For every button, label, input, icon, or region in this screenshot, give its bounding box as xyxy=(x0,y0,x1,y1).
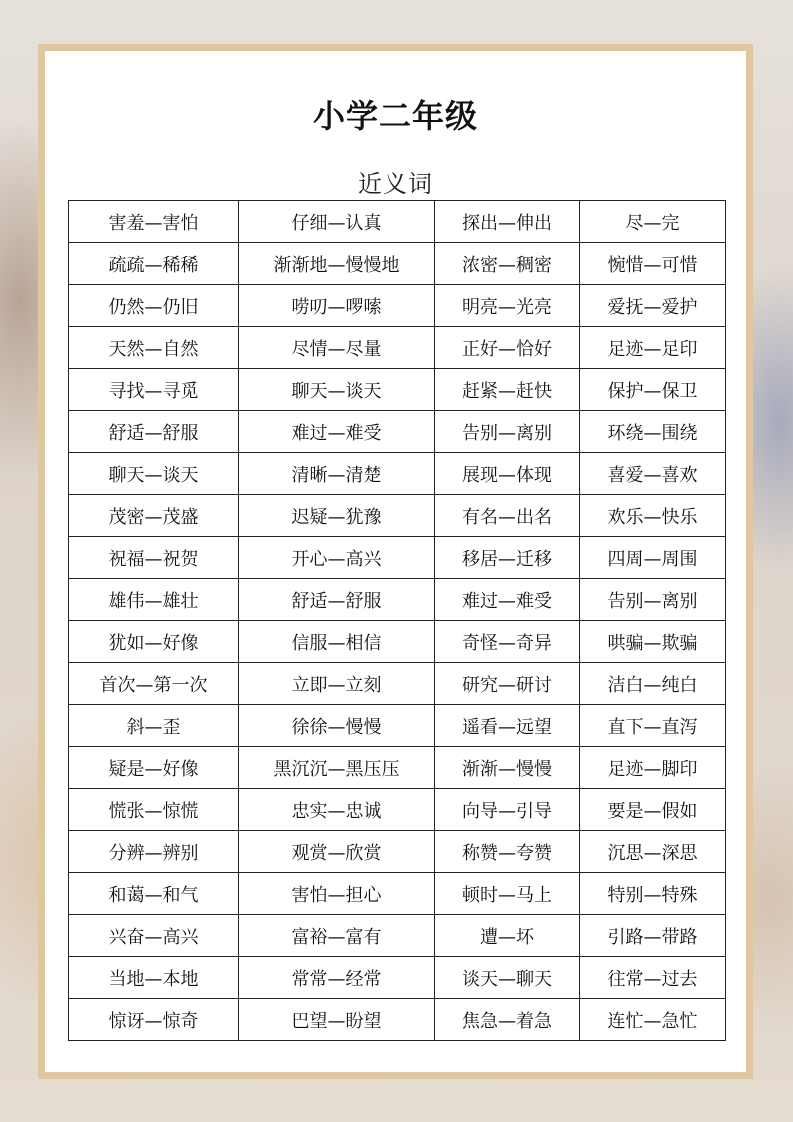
synonym-pair-cell: 祝福—祝贺 xyxy=(69,537,239,579)
table-row xyxy=(69,831,726,873)
synonym-pair-cell: 迟疑—犹豫 xyxy=(239,495,435,537)
synonym-pair-cell: 仍然—仍旧 xyxy=(69,285,239,327)
table-row xyxy=(69,747,726,789)
synonym-pair-cell: 探出—伸出 xyxy=(435,201,580,243)
synonym-pair-cell: 犹如—好像 xyxy=(69,621,239,663)
synonym-pair-cell: 疏疏—稀稀 xyxy=(69,243,239,285)
synonym-pair-cell: 移居—迁移 xyxy=(435,537,580,579)
synonym-pair-cell: 告别—离别 xyxy=(435,411,580,453)
synonym-pair-cell: 难过—难受 xyxy=(435,579,580,621)
synonym-pair-cell: 聊天—谈天 xyxy=(239,369,435,411)
synonym-pair-cell: 沉思—深思 xyxy=(580,831,726,873)
table-row xyxy=(69,705,726,747)
synonym-pair-cell: 富裕—富有 xyxy=(239,915,435,957)
synonym-pair-cell: 明亮—光亮 xyxy=(435,285,580,327)
synonym-pair-cell: 惊讶—惊奇 xyxy=(69,999,239,1041)
synonym-pair-cell: 信服—相信 xyxy=(239,621,435,663)
table-row xyxy=(69,537,726,579)
synonym-pair-cell: 尽—完 xyxy=(580,201,726,243)
synonym-pair-cell: 洁白—纯白 xyxy=(580,663,726,705)
synonym-pair-cell: 向导—引导 xyxy=(435,789,580,831)
table-row xyxy=(69,999,726,1041)
synonym-pair-cell: 难过—难受 xyxy=(239,411,435,453)
worksheet-page xyxy=(38,44,753,1079)
table-row xyxy=(69,285,726,327)
synonym-pair-cell: 展现—体现 xyxy=(435,453,580,495)
synonym-pair-cell: 聊天—谈天 xyxy=(69,453,239,495)
synonym-pair-cell: 舒适—舒服 xyxy=(69,411,239,453)
synonym-pair-cell: 有名—出名 xyxy=(435,495,580,537)
synonym-pair-cell: 兴奋—高兴 xyxy=(69,915,239,957)
synonym-pair-cell: 害怕—担心 xyxy=(239,873,435,915)
synonym-pair-cell: 常常—经常 xyxy=(239,957,435,999)
synonym-pair-cell: 尽情—尽量 xyxy=(239,327,435,369)
synonym-pair-cell: 慌张—惊慌 xyxy=(69,789,239,831)
synonym-pair-cell: 寻找—寻觅 xyxy=(69,369,239,411)
synonym-pair-cell: 巴望—盼望 xyxy=(239,999,435,1041)
synonym-pair-cell: 顿时—马上 xyxy=(435,873,580,915)
table-row xyxy=(69,201,726,243)
synonym-pair-cell: 往常—过去 xyxy=(580,957,726,999)
synonym-pair-cell: 哄骗—欺骗 xyxy=(580,621,726,663)
synonym-pair-cell: 爱抚—爱护 xyxy=(580,285,726,327)
page-title: 小学二年级 xyxy=(312,97,478,135)
synonym-pair-cell: 清晰—清楚 xyxy=(239,453,435,495)
synonym-pair-cell: 雄伟—雄壮 xyxy=(69,579,239,621)
synonym-pair-cell: 称赞—夸赞 xyxy=(435,831,580,873)
synonym-pair-cell: 奇怪—奇异 xyxy=(435,621,580,663)
synonym-table-body xyxy=(69,201,726,1041)
synonym-pair-cell: 茂密—茂盛 xyxy=(69,495,239,537)
synonym-pair-cell: 四周—周围 xyxy=(580,537,726,579)
synonym-pair-cell: 遭—坏 xyxy=(435,915,580,957)
synonym-pair-cell: 浓密—稠密 xyxy=(435,243,580,285)
table-row xyxy=(69,663,726,705)
table-row xyxy=(69,411,726,453)
synonym-pair-cell: 遥看—远望 xyxy=(435,705,580,747)
synonym-pair-cell: 渐渐地—慢慢地 xyxy=(239,243,435,285)
synonym-pair-cell: 足迹—脚印 xyxy=(580,747,726,789)
synonym-pair-cell: 当地—本地 xyxy=(69,957,239,999)
synonym-pair-cell: 仔细—认真 xyxy=(239,201,435,243)
table-row xyxy=(69,579,726,621)
table-row xyxy=(69,789,726,831)
table-row xyxy=(69,621,726,663)
synonym-pair-cell: 告别—离别 xyxy=(580,579,726,621)
synonym-pair-cell: 唠叨—啰嗦 xyxy=(239,285,435,327)
synonym-pair-cell: 天然—自然 xyxy=(69,327,239,369)
synonym-pair-cell: 赶紧—赶快 xyxy=(435,369,580,411)
table-row xyxy=(69,327,726,369)
table-row xyxy=(69,957,726,999)
table-row xyxy=(69,495,726,537)
synonym-pair-cell: 斜—歪 xyxy=(69,705,239,747)
synonym-pair-cell: 舒适—舒服 xyxy=(239,579,435,621)
synonym-pair-cell: 特别—特殊 xyxy=(580,873,726,915)
table-row xyxy=(69,873,726,915)
synonym-pair-cell: 保护—保卫 xyxy=(580,369,726,411)
table-row xyxy=(69,369,726,411)
synonym-pair-cell: 正好—恰好 xyxy=(435,327,580,369)
synonym-pair-cell: 喜爱—喜欢 xyxy=(580,453,726,495)
synonym-pair-cell: 要是—假如 xyxy=(580,789,726,831)
synonym-pair-cell: 观赏—欣赏 xyxy=(239,831,435,873)
synonym-pair-cell: 足迹—足印 xyxy=(580,327,726,369)
synonym-pair-cell: 环绕—围绕 xyxy=(580,411,726,453)
section-title: 近义词 xyxy=(358,170,433,198)
synonym-pair-cell: 引路—带路 xyxy=(580,915,726,957)
synonym-pair-cell: 立即—立刻 xyxy=(239,663,435,705)
synonym-pair-cell: 害羞—害怕 xyxy=(69,201,239,243)
synonym-pair-cell: 徐徐—慢慢 xyxy=(239,705,435,747)
synonym-pair-cell: 分辨—辨别 xyxy=(69,831,239,873)
table-row xyxy=(69,915,726,957)
synonym-pair-cell: 连忙—急忙 xyxy=(580,999,726,1041)
synonym-pair-cell: 忠实—忠诚 xyxy=(239,789,435,831)
synonym-pair-cell: 研究—研讨 xyxy=(435,663,580,705)
synonym-pair-cell: 焦急—着急 xyxy=(435,999,580,1041)
synonym-pair-cell: 和蔼—和气 xyxy=(69,873,239,915)
synonym-pair-cell: 谈天—聊天 xyxy=(435,957,580,999)
synonym-pair-cell: 首次—第一次 xyxy=(69,663,239,705)
table-row xyxy=(69,243,726,285)
synonym-pair-cell: 黑沉沉—黑压压 xyxy=(239,747,435,789)
synonym-pair-cell: 直下—直泻 xyxy=(580,705,726,747)
synonym-pair-cell: 疑是—好像 xyxy=(69,747,239,789)
synonym-table xyxy=(68,200,726,1041)
synonym-pair-cell: 惋惜—可惜 xyxy=(580,243,726,285)
synonym-pair-cell: 开心—高兴 xyxy=(239,537,435,579)
table-row xyxy=(69,453,726,495)
synonym-pair-cell: 欢乐—快乐 xyxy=(580,495,726,537)
synonym-pair-cell: 渐渐—慢慢 xyxy=(435,747,580,789)
